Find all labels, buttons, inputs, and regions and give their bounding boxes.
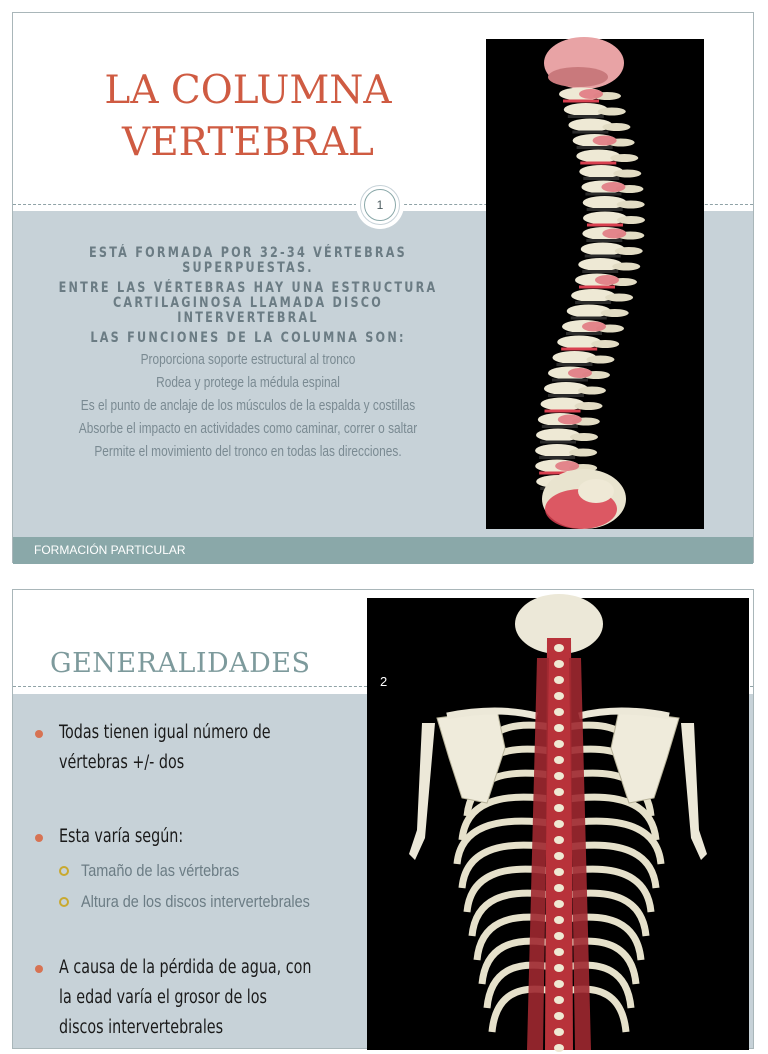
- page-number: 2: [380, 674, 388, 689]
- sub-bullet-text: Tamaño de las vértebras: [81, 861, 240, 880]
- bullet-dot-icon: [35, 965, 43, 973]
- slide-1-body-text: [13, 246, 483, 464]
- bullet-text: Todas tienen igual número de: [59, 722, 271, 743]
- ring-bullet-icon: [59, 866, 69, 876]
- bullet-item: [35, 822, 365, 852]
- caps-line: ESTÁ FORMADA POR 32-34 VÉRTEBRAS: [89, 245, 407, 261]
- footer-bar: [13, 537, 753, 564]
- function-item: Permite el movimiento del tronco en todas las direcciones.: [94, 444, 402, 460]
- spine-back-view-illustration: [367, 598, 749, 1050]
- bullet-text: discos intervertebrales: [59, 1017, 224, 1038]
- spine-side-view-illustration: [486, 39, 704, 529]
- bullet-dot-icon: [35, 834, 43, 842]
- bullet-text: vértebras +/- dos: [59, 752, 185, 773]
- bullet-item: [35, 953, 365, 1043]
- sub-bullet-item: [59, 856, 369, 886]
- bullet-item: [35, 718, 365, 778]
- footer-text: FORMACIÓN PARTICULAR: [34, 543, 186, 557]
- title-line-2: VERTEBRAL: [122, 120, 374, 165]
- slide-2: [12, 589, 754, 1049]
- ring-bullet-icon: [59, 897, 69, 907]
- bullet-text: Esta varía según:: [59, 826, 184, 847]
- bullet-text: la edad varía el grosor de los: [59, 987, 267, 1008]
- spine-back-view-image: [367, 598, 749, 1050]
- sub-bullet-item: [59, 887, 369, 917]
- function-item: Rodea y protege la médula espinal: [156, 375, 340, 391]
- slide-1: [12, 12, 754, 563]
- page-number-badge: [360, 185, 400, 225]
- page-number: 1: [364, 189, 396, 221]
- caps-line: ENTRE LAS VÉRTEBRAS HAY UNA ESTRUCTURA: [58, 280, 438, 296]
- slide-2-title: GENERALIDADES: [50, 648, 311, 679]
- bullet-dot-icon: [35, 730, 43, 738]
- title-line-1: LA COLUMNA: [104, 68, 392, 113]
- spine-side-view-image: [486, 39, 704, 529]
- slide-1-title: [13, 65, 483, 169]
- sub-bullet-text: Altura de los discos intervertebrales: [81, 892, 310, 911]
- function-item: Absorbe el impacto en actividades como caminar, correr o saltar: [78, 421, 418, 437]
- caps-line: SUPERPUESTAS.: [182, 260, 314, 276]
- function-item: Es el punto de anclaje de los músculos de la espalda y costillas: [80, 398, 416, 414]
- function-item: Proporciona soporte estructural al tronco: [140, 352, 356, 368]
- caps-line: CARTILAGINOSA LLAMADA DISCO INTERVERTEBRAL: [112, 295, 384, 326]
- bullet-text: A causa de la pérdida de agua, con: [59, 957, 312, 978]
- caps-line: LAS FUNCIONES DE LA COLUMNA SON:: [90, 330, 406, 346]
